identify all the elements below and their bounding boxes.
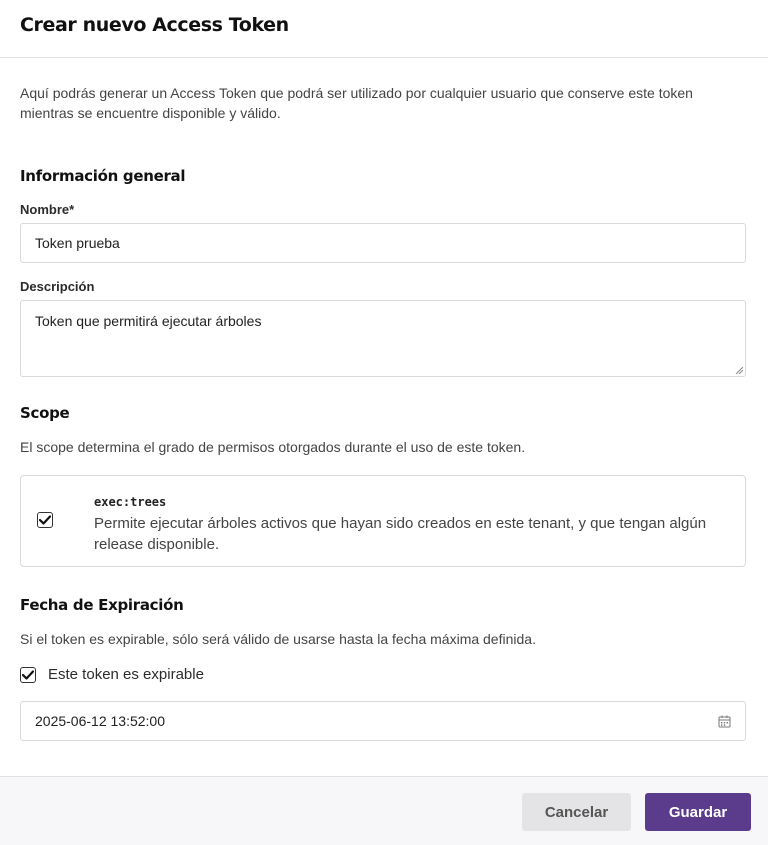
- resize-handle-icon[interactable]: [735, 366, 743, 374]
- checkmark-icon: [39, 515, 51, 525]
- description-textarea-value: Token que permitirá ejecutar árboles: [35, 313, 262, 329]
- expiration-section-title: Fecha de Expiración: [20, 596, 184, 614]
- cancel-button[interactable]: Cancelar: [522, 793, 631, 831]
- save-button[interactable]: Guardar: [645, 793, 751, 831]
- scope-name: exec:trees: [94, 495, 167, 509]
- modal-title: Crear nuevo Access Token: [20, 14, 289, 36]
- scope-checkbox[interactable]: [37, 512, 53, 528]
- scope-description: Permite ejecutar árboles activos que hayan sido creados en este tenant, y que tengan algún release disponible.: [94, 515, 707, 553]
- scope-section-title: Scope: [20, 404, 70, 422]
- modal-footer: [0, 776, 768, 845]
- general-section-title: Información general: [20, 167, 186, 185]
- scope-help-text: El scope determina el grado de permisos otorgados durante el uso de este token.: [20, 439, 526, 455]
- intro-text: Aquí podrás generar un Access Token que podrá ser utilizado por cualquier usuario que conserve este token mientras se encuentre disponible y válido.: [20, 85, 693, 121]
- description-textarea[interactable]: [20, 300, 746, 377]
- name-label: Nombre*: [20, 202, 75, 217]
- description-label: Descripción: [20, 279, 95, 294]
- expirable-checkbox[interactable]: [20, 667, 36, 683]
- expirable-checkbox-label: Este token es expirable: [48, 666, 204, 683]
- name-input-value: Token prueba: [35, 235, 120, 251]
- expiration-help-text: Si el token es expirable, sólo será válido de usarse hasta la fecha máxima definida.: [20, 631, 536, 647]
- expiration-date-input[interactable]: [20, 701, 746, 741]
- scope-item-exec-trees[interactable]: [20, 475, 746, 567]
- checkmark-icon: [22, 670, 34, 680]
- expirable-toggle[interactable]: [20, 666, 748, 683]
- name-input[interactable]: [20, 223, 746, 263]
- modal-body: [0, 83, 768, 741]
- expiration-date-value: 2025-06-12 13:52:00: [35, 713, 165, 729]
- calendar-icon[interactable]: [718, 715, 731, 728]
- modal-header: [0, 0, 768, 58]
